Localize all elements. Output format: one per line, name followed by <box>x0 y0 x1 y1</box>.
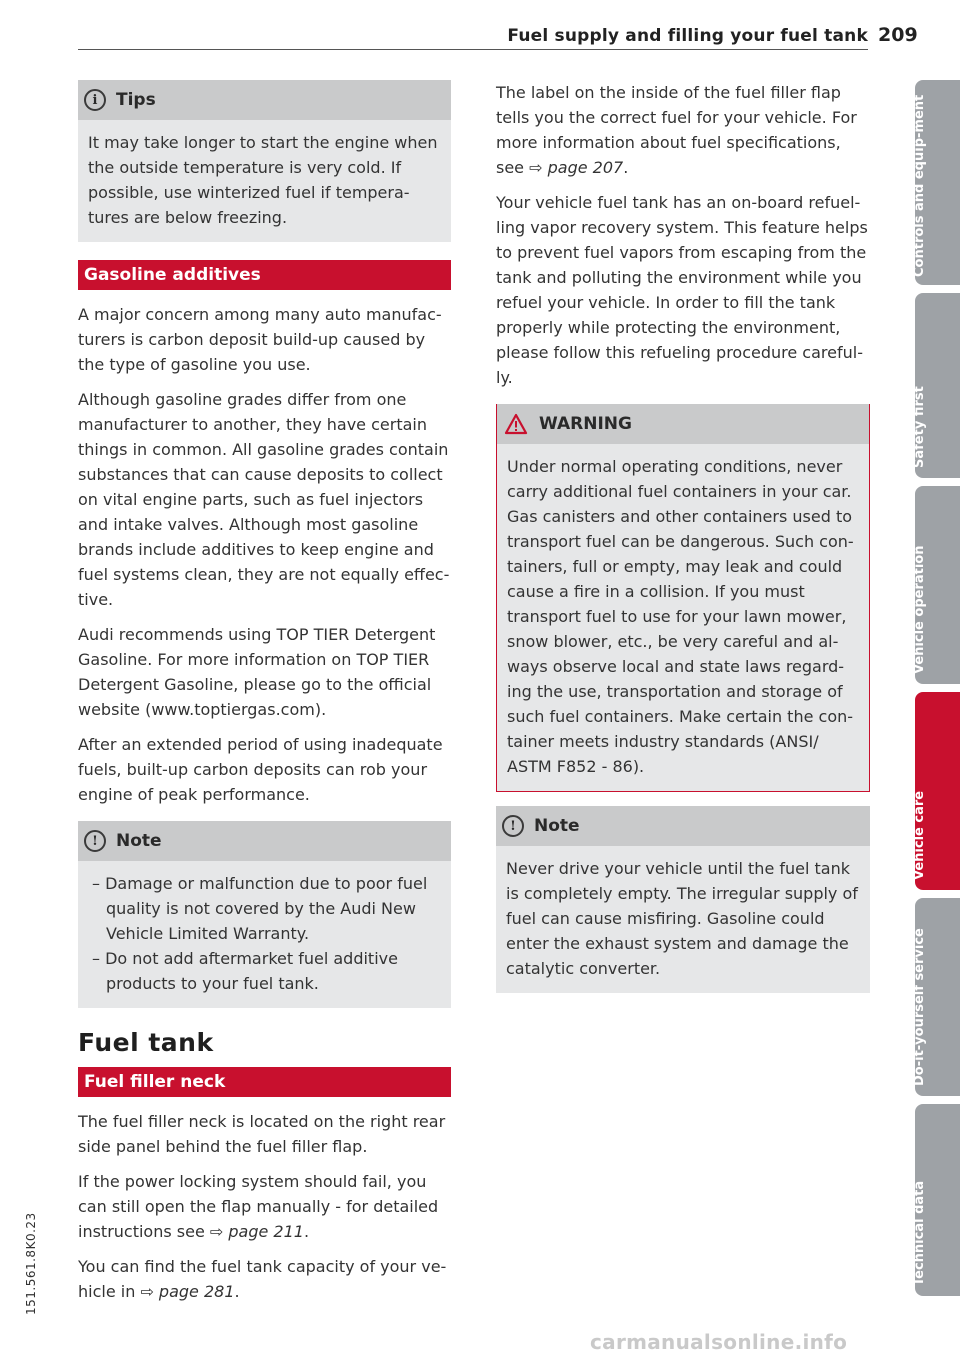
paragraph-text: You can find the fuel tank capacity of your ve-hicle in <box>78 1257 447 1301</box>
paragraph <box>78 1254 451 1304</box>
section-heading-gasoline-additives: Gasoline additives <box>78 260 451 290</box>
paragraph: After an extended period of using inadequate fuels, built-up carbon deposits can rob your engine of peak performance. <box>78 735 443 804</box>
exclamation-circle-icon: ! <box>502 815 524 837</box>
chapter-heading-fuel-tank: Fuel tank <box>78 1028 214 1057</box>
paragraph: Audi recommends using TOP TIER Detergent Gasoline. For more information on TOP TIER Detergent Gasoline, please go to the official website (www.toptiergas.com). <box>78 625 436 719</box>
paragraph: A major concern among many auto manufac-turers is carbon deposit build-up caused by the type of gasoline you use. <box>78 305 442 374</box>
tab-label: Safety first <box>912 386 927 468</box>
left-column <box>78 80 451 1314</box>
tips-box <box>78 80 451 242</box>
list-item: – Do not add aftermarket fuel additive products to your fuel tank. <box>92 949 398 993</box>
tab-label: Vehicle operation <box>912 545 927 674</box>
tab-label: Vehicle care <box>912 790 927 880</box>
watermark: carmanualsonline.info <box>590 1330 848 1354</box>
paragraph: Your vehicle fuel tank has an on-board refuel-ling vapor recovery system. This feature helps to prevent fuel vapors from escaping from the tank and polluting the environment while you refuel your vehicle. In order to fill the tank properly while protecting the environment, please follow this refueling procedure careful-ly. <box>496 193 868 387</box>
paragraph-text: If the power locking system should fail, you can still open the flap manually - for detailed instructions see <box>78 1172 439 1241</box>
document-code-text: 151.561.8K0.23 <box>24 1212 38 1315</box>
paragraph <box>78 1169 451 1244</box>
note-box <box>496 806 870 993</box>
warning-text: Under normal operating conditions, never carry additional fuel containers in your car. Gas canisters and other containers used to transport fuel can be dangerous. Such con-tainers, full or empty, may leak and could cause a fire in a collision. If you must transport fuel to use for your lawn mower, snow blower, etc., be very careful and al-ways observe local and state laws regard-ing the use, transportation and storage of such fuel containers. Make certain the con-tainer meets industry standards (ANSI/ ASTM F852 - 86). <box>497 444 869 791</box>
right-column <box>496 80 870 1007</box>
note-body <box>78 861 451 1008</box>
warning-header <box>497 404 869 444</box>
exclamation-circle-icon: ! <box>84 830 106 852</box>
note-heading: Note <box>116 831 162 851</box>
paragraph: Although gasoline grades differ from one manufacturer to another, they have certain things in common. All gasoline grades contain substances that can cause deposits to collect on vital engine parts, such as fuel injectors and intake valves. Although most gasoline brands include additives to keep engine and fuel systems clean, they are not equally effec-tive. <box>78 390 450 609</box>
tab-safety-first[interactable] <box>912 293 960 478</box>
warning-heading: WARNING <box>539 414 632 434</box>
page-reference-link[interactable]: ⇨ page 207 <box>529 158 624 177</box>
page-number: 209 <box>878 24 918 46</box>
tab-label: Controls and equip-ment <box>912 94 927 277</box>
note-text: Never drive your vehicle until the fuel tank is completely empty. The irregular supply of fuel can cause misfiring. Gasoline could enter the exhaust system and damage the catalytic converter. <box>506 859 858 978</box>
tips-text: It may take longer to start the engine when the outside temperature is very cold. If possible, use winterized fuel if tempera-tures are below freezing. <box>88 133 438 227</box>
note-heading: Note <box>534 816 580 836</box>
tab-do-it-yourself-service[interactable] <box>912 898 960 1096</box>
tab-label: Do-it-yourself service <box>912 928 927 1086</box>
header-divider <box>78 49 868 50</box>
paragraph-text: . <box>234 1282 240 1301</box>
warning-triangle-icon <box>503 413 529 435</box>
page-header-title: Fuel supply and filling your fuel tank <box>507 26 868 46</box>
list-item: – Damage or malfunction due to poor fuel quality is not covered by the Audi New Vehicle Limited Warranty. <box>92 874 428 943</box>
page-reference-link[interactable]: ⇨ page 211 <box>209 1222 304 1241</box>
document-code <box>24 1212 44 1315</box>
tips-header <box>78 80 451 120</box>
paragraph: The fuel filler neck is located on the right rear side panel behind the fuel filler flap. <box>78 1112 446 1156</box>
section-heading-fuel-filler-neck: Fuel filler neck <box>78 1067 451 1097</box>
note-header <box>78 821 451 861</box>
note-header <box>496 806 870 846</box>
tab-vehicle-operation[interactable] <box>912 486 960 684</box>
paragraph-text: . <box>303 1222 310 1241</box>
info-icon: i <box>84 89 106 111</box>
tab-label: Technical data <box>912 1180 927 1286</box>
tab-technical-data[interactable] <box>912 1104 960 1296</box>
paragraph-text: . <box>623 158 629 177</box>
page-reference-link[interactable]: ⇨ page 281 <box>140 1282 235 1301</box>
note-box <box>78 821 451 1008</box>
paragraph <box>496 80 870 180</box>
paragraph-text: The label on the inside of the fuel filler flap tells you the correct fuel for your vehicle. For more information about fuel specifications, see <box>496 83 857 177</box>
tips-heading: Tips <box>116 90 156 110</box>
tab-vehicle-care[interactable] <box>912 692 960 890</box>
warning-box <box>496 404 870 792</box>
tab-controls-and-equipment[interactable] <box>912 80 960 285</box>
